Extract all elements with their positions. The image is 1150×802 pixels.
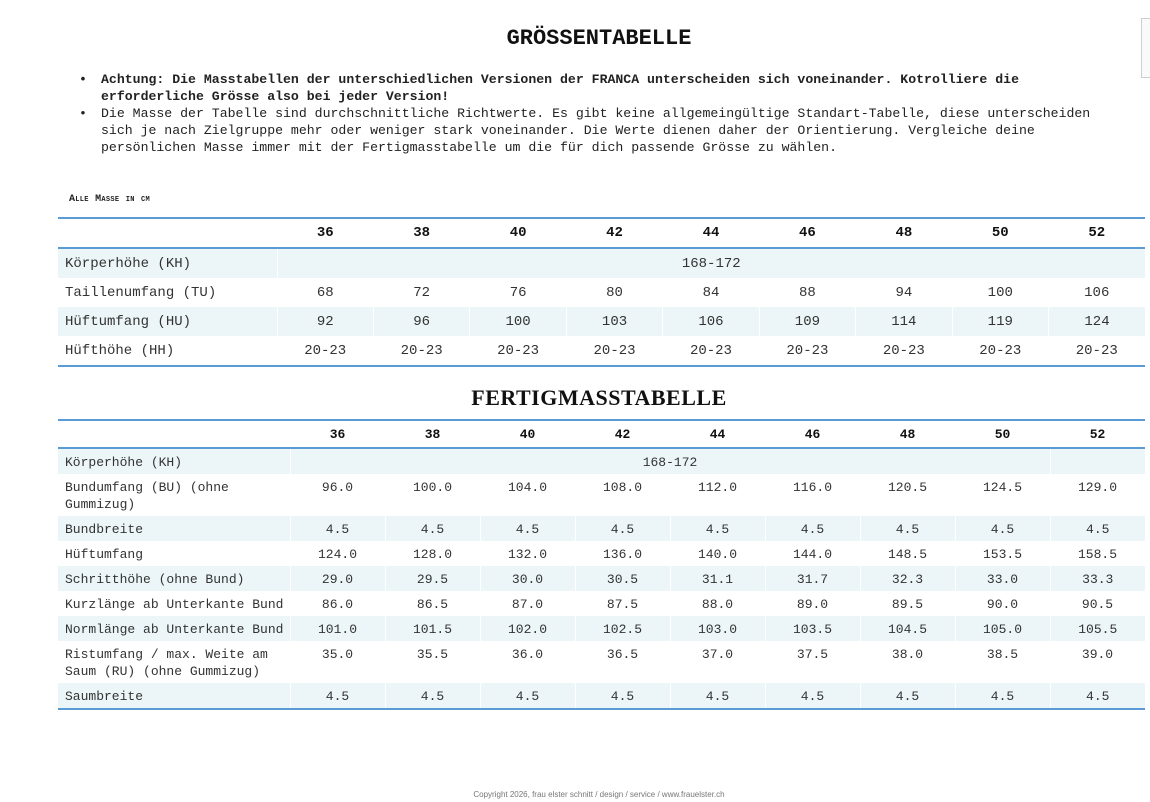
table-cell: 4.5 <box>575 683 670 709</box>
table-cell: 124.5 <box>982 480 1022 495</box>
table-cell: 72 <box>413 284 431 301</box>
table-cell: 116.0 <box>792 480 832 495</box>
size-header-cell: 52 <box>1049 218 1146 248</box>
table-cell: 105.5 <box>1050 616 1145 641</box>
table-cell: 120.5 <box>887 480 927 495</box>
page-title: GRÖSSENTABELLE <box>506 26 692 51</box>
table-cell: 31.7 <box>765 566 860 591</box>
table-row <box>58 683 1145 709</box>
table-cell: 104.5 <box>860 616 955 641</box>
table-row <box>58 278 1145 307</box>
table-cell: 29.0 <box>290 566 385 591</box>
table-cell: 20-23 <box>400 342 443 359</box>
table-cell: 158.5 <box>1077 547 1117 562</box>
table-cell: 20-23 <box>304 342 347 359</box>
height-range-cell: 168-172 <box>290 448 1050 474</box>
table-cell: 129.0 <box>1077 480 1117 495</box>
table-cell: 4.5 <box>670 683 765 709</box>
table-cell: 30.5 <box>575 566 670 591</box>
size-header-cell: 40 <box>470 218 566 248</box>
table-cell: 101.5 <box>385 616 480 641</box>
row-label: Taillenumfang (TU) <box>65 284 217 301</box>
table-cell: 103.0 <box>670 616 765 641</box>
size-header-cell: 50 <box>955 420 1050 448</box>
size-header-cell: 44 <box>670 420 765 448</box>
table-cell: 104.0 <box>507 480 547 495</box>
table-cell: 39.0 <box>1081 647 1114 662</box>
note-item: • Die Masse der Tabelle sind durchschnittliche Richtwerte. Es gibt keine allgemeingültige Standart-Tabelle, diese unterscheiden sich je nach Zielgruppe mehr oder weniger stark voneinander. Die Werte dienen daher der Orientierung. Vergleiche deine persönlichen Masse immer mit der Fertigmasstabelle um die für dich passende Grösse zu wählen. <box>76 105 1106 156</box>
finished-measurements-table <box>58 419 1145 710</box>
finished-table-title: FERTIGMASSTABELLE <box>471 385 727 410</box>
row-label: Körperhöhe (KH) <box>58 248 277 278</box>
corner-cell <box>58 218 277 248</box>
table-cell: 4.5 <box>1050 516 1145 541</box>
size-header-cell: 36 <box>277 218 373 248</box>
table-row <box>58 641 1145 683</box>
table-row <box>58 566 1145 591</box>
units-label: Alle Masse in cm <box>69 194 151 205</box>
table-row <box>58 448 1145 474</box>
table-cell: 20-23 <box>689 342 732 359</box>
table-cell: 88 <box>799 284 816 301</box>
size-header-cell: 40 <box>480 420 575 448</box>
table-cell: 4.5 <box>860 516 955 541</box>
table-cell: 112.0 <box>697 480 737 495</box>
table-cell: 29.5 <box>385 566 480 591</box>
table-cell: 76 <box>509 284 527 301</box>
table-cell: 31.1 <box>670 566 765 591</box>
table-cell: 4.5 <box>765 683 860 709</box>
row-label: Schritthöhe (ohne Bund) <box>58 566 290 591</box>
table-cell: 4.5 <box>385 516 480 541</box>
table-cell: 89.0 <box>796 597 829 612</box>
table-cell: 119 <box>952 307 1048 336</box>
table-cell: 153.5 <box>982 547 1022 562</box>
height-range-cell: 168-172 <box>277 248 1145 278</box>
table-cell: 86.5 <box>416 597 449 612</box>
size-header-cell: 46 <box>765 420 860 448</box>
row-label: Ristumfang / max. Weite am Saum (RU) (ohne Gummizug) <box>65 647 268 679</box>
table-cell: 4.5 <box>955 516 1050 541</box>
row-label: Hüftumfang (HU) <box>58 307 277 336</box>
table-cell: 35.0 <box>321 647 354 662</box>
table-cell: 108.0 <box>602 480 642 495</box>
notes-list <box>76 71 1106 156</box>
empty-cell <box>1050 448 1145 474</box>
table-cell: 20-23 <box>593 342 636 359</box>
table-cell: 84 <box>702 284 720 301</box>
table-cell: 90.5 <box>1081 597 1114 612</box>
table-cell: 132.0 <box>507 547 547 562</box>
table-row <box>58 474 1145 516</box>
table-row <box>58 516 1145 541</box>
table-cell: 87.0 <box>511 597 544 612</box>
table-cell: 36.0 <box>511 647 544 662</box>
table-cell: 124 <box>1049 307 1146 336</box>
size-header-cell: 38 <box>373 218 469 248</box>
size-header-cell: 46 <box>759 218 855 248</box>
table-cell: 4.5 <box>480 516 575 541</box>
table-cell: 94 <box>895 284 913 301</box>
table-cell: 102.0 <box>480 616 575 641</box>
table-cell: 128.0 <box>412 547 452 562</box>
table-cell: 136.0 <box>602 547 642 562</box>
table-cell: 68 <box>316 284 334 301</box>
table-cell: 4.5 <box>860 683 955 709</box>
size-header-cell: 36 <box>290 420 385 448</box>
size-header-cell: 44 <box>663 218 759 248</box>
table-cell: 33.0 <box>955 566 1050 591</box>
table-cell: 100 <box>470 307 566 336</box>
table-row <box>58 248 1145 278</box>
table-cell: 100.0 <box>412 480 452 495</box>
table-cell: 114 <box>856 307 952 336</box>
table-cell: 106 <box>1084 284 1110 301</box>
table-cell: 88.0 <box>701 597 734 612</box>
table-cell: 87.5 <box>606 597 639 612</box>
row-label: Bundbreite <box>58 516 290 541</box>
table-row <box>58 591 1145 616</box>
table-cell: 4.5 <box>765 516 860 541</box>
size-header-cell: 38 <box>385 420 480 448</box>
table-cell: 109 <box>759 307 855 336</box>
table-cell: 4.5 <box>290 516 385 541</box>
row-label: Normlänge ab Unterkante Bund <box>58 616 290 641</box>
size-header-cell: 48 <box>856 218 952 248</box>
table-cell: 89.5 <box>891 597 924 612</box>
table-cell: 20-23 <box>497 342 540 359</box>
table-cell: 102.5 <box>575 616 670 641</box>
table-cell: 148.5 <box>887 547 927 562</box>
table-cell: 103 <box>566 307 662 336</box>
row-label: Hüftumfang <box>65 547 144 562</box>
size-table <box>58 217 1145 367</box>
table-cell: 38.5 <box>986 647 1019 662</box>
table-cell: 100 <box>987 284 1013 301</box>
table-cell: 33.3 <box>1050 566 1145 591</box>
table-cell: 4.5 <box>955 683 1050 709</box>
size-header-row <box>58 420 1145 448</box>
table-row <box>58 541 1145 566</box>
table-cell: 101.0 <box>290 616 385 641</box>
table-cell: 140.0 <box>697 547 737 562</box>
table-row <box>58 336 1145 366</box>
copyright-footer: Copyright 2026, frau elster schnitt / design / service / www.frauelster.ch <box>473 790 725 799</box>
table-cell: 20-23 <box>882 342 925 359</box>
table-cell: 37.5 <box>796 647 829 662</box>
table-cell: 4.5 <box>1050 683 1145 709</box>
table-cell: 38.0 <box>891 647 924 662</box>
table-cell: 4.5 <box>290 683 385 709</box>
size-header-cell: 48 <box>860 420 955 448</box>
table-cell: 20-23 <box>979 342 1022 359</box>
table-cell: 20-23 <box>786 342 829 359</box>
table-cell: 96 <box>373 307 469 336</box>
table-cell: 80 <box>606 284 623 301</box>
table-cell: 20-23 <box>1075 342 1118 359</box>
table-row <box>58 307 1145 336</box>
row-label: Kurzlänge ab Unterkante Bund <box>65 597 284 612</box>
table-cell: 90.0 <box>986 597 1019 612</box>
corner-cell <box>58 420 290 448</box>
row-label: Saumbreite <box>58 683 290 709</box>
table-cell: 144.0 <box>792 547 832 562</box>
table-cell: 4.5 <box>575 516 670 541</box>
row-label: Körperhöhe (KH) <box>58 448 290 474</box>
table-row <box>58 616 1145 641</box>
table-cell: 103.5 <box>765 616 860 641</box>
size-header-cell: 52 <box>1050 420 1145 448</box>
size-header-cell: 50 <box>952 218 1048 248</box>
table-cell: 105.0 <box>955 616 1050 641</box>
table-cell: 124.0 <box>317 547 357 562</box>
table-cell: 30.0 <box>480 566 575 591</box>
table-cell: 32.3 <box>860 566 955 591</box>
note-item: • Achtung: Die Masstabellen der unterschiedlichen Versionen der FRANCA unterscheiden sich voneinander. Kotrolliere die erforderliche Grösse also bei jeder Version! <box>76 71 1106 105</box>
row-label: Bundumfang (BU) (ohne Gummizug) <box>65 480 229 512</box>
table-cell: 96.0 <box>321 480 354 495</box>
table-cell: 106 <box>663 307 759 336</box>
table-cell: 86.0 <box>321 597 354 612</box>
size-header-cell: 42 <box>575 420 670 448</box>
table-cell: 35.5 <box>416 647 449 662</box>
table-cell: 37.0 <box>701 647 734 662</box>
table-cell: 4.5 <box>480 683 575 709</box>
table-cell: 4.5 <box>670 516 765 541</box>
table-cell: 92 <box>277 307 373 336</box>
size-header-cell: 42 <box>566 218 662 248</box>
table-cell: 36.5 <box>606 647 639 662</box>
table-cell: 4.5 <box>385 683 480 709</box>
size-header-row <box>58 218 1145 248</box>
row-label: Hüfthöhe (HH) <box>65 342 175 359</box>
